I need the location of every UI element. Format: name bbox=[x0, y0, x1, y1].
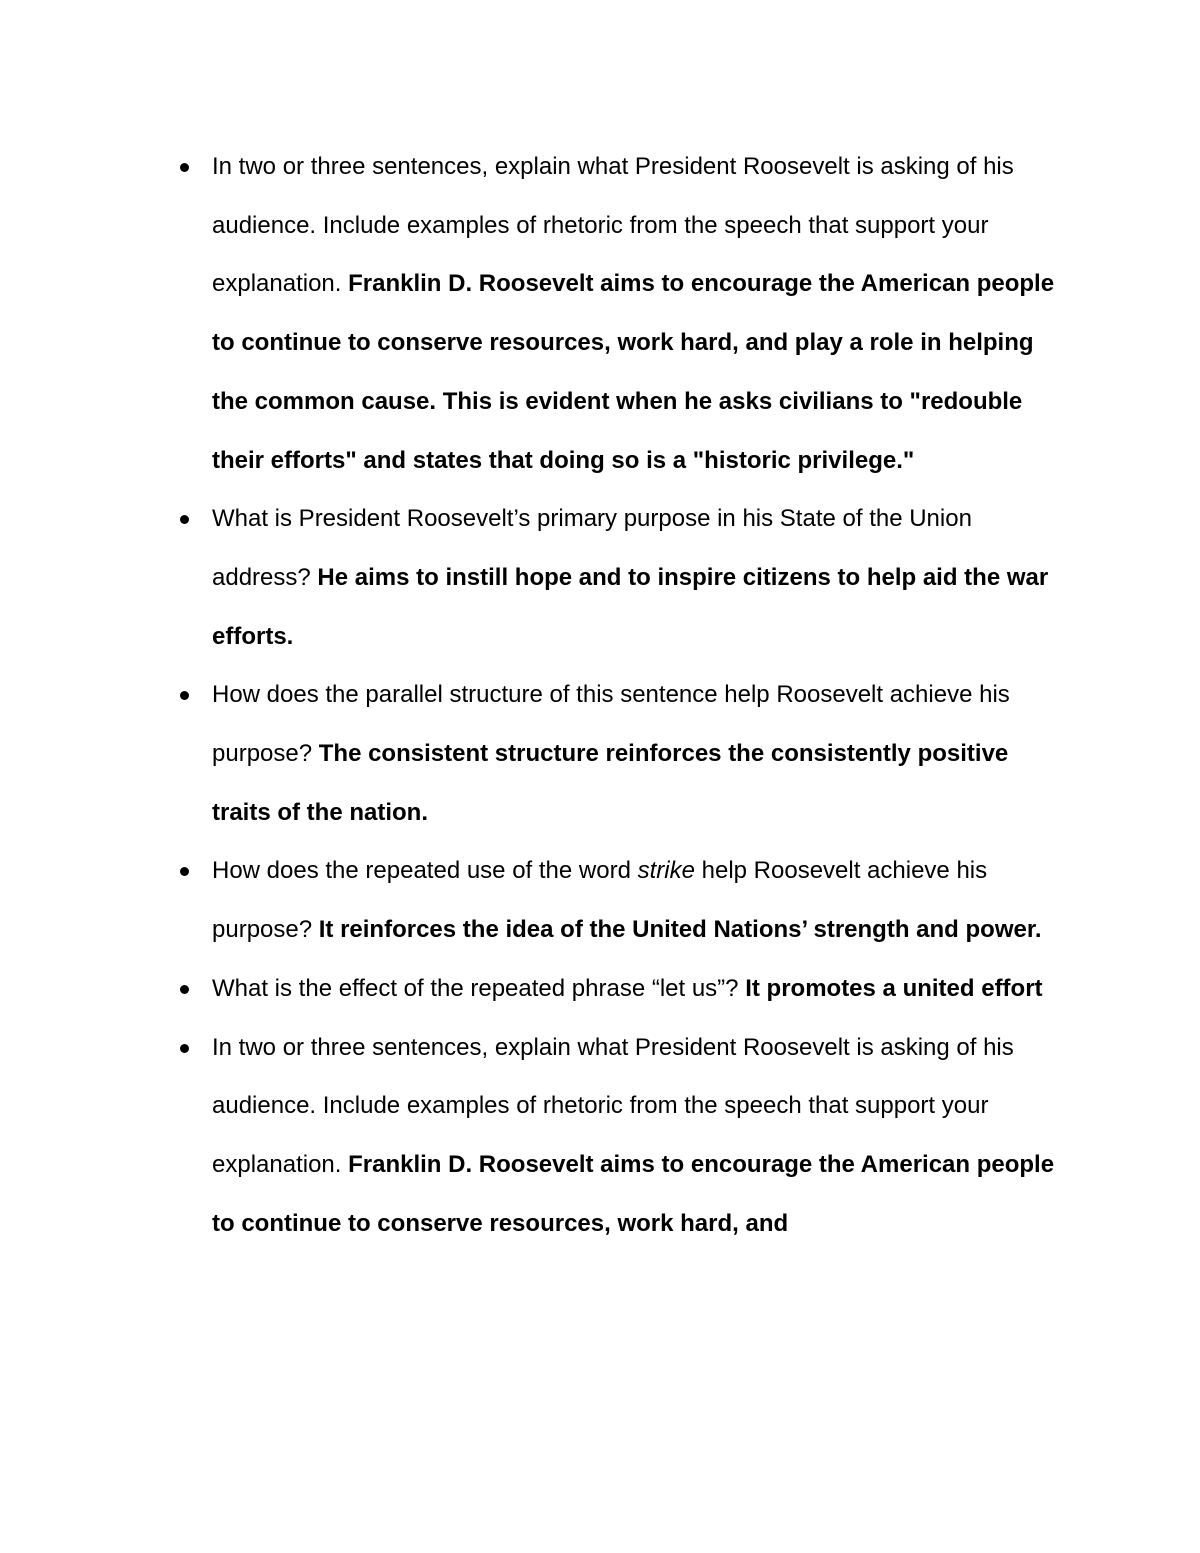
bullet-icon bbox=[180, 1044, 189, 1053]
bullet-icon bbox=[180, 163, 189, 172]
question-text-end: help Roosevelt achieve his purpose? bbox=[212, 857, 988, 944]
answer-text: Franklin D. Roosevelt aims to encourage the American people to continue to conserve resources, work hard, and bbox=[212, 1150, 1055, 1237]
answer-text: It promotes a united effort bbox=[745, 974, 1043, 1002]
question-text-start: How does the repeated use of the word bbox=[212, 857, 631, 885]
question-text: What is the effect of the repeated phrase “let us”? bbox=[212, 974, 739, 1002]
bullet-icon bbox=[180, 515, 189, 524]
question-text: What is President Roosevelt’s primary purpose in his State of the Union address? bbox=[212, 505, 972, 591]
question-list bbox=[212, 138, 1072, 1253]
bullet-icon bbox=[180, 985, 189, 994]
list-item bbox=[212, 1019, 1072, 1254]
question-text: In two or three sentences, explain what President Roosevelt is asking of his audience. Include examples of rhetoric from the speech that support your explanation. bbox=[212, 1033, 1014, 1178]
question-text: How does the parallel structure of this sentence help Roosevelt achieve his purpose? bbox=[212, 681, 1010, 768]
list-item bbox=[212, 842, 1072, 959]
answer-text: Franklin D. Roosevelt aims to encourage the American people to continue to conserve resources, work hard, and play a role in helping the common cause. This is evident when he asks civilians to "redouble their efforts" and states that doing so is a "historic privilege." bbox=[212, 270, 1055, 474]
answer-text: He aims to instill hope and to inspire citizens to help aid the war efforts. bbox=[212, 563, 1049, 650]
list-item bbox=[212, 960, 1072, 1019]
bullet-icon bbox=[180, 691, 189, 700]
list-item bbox=[212, 490, 1072, 666]
answer-text: It reinforces the idea of the United Nations’ strength and power. bbox=[318, 916, 1042, 944]
bullet-icon bbox=[180, 867, 189, 876]
list-item bbox=[212, 666, 1072, 842]
list-item bbox=[212, 138, 1072, 490]
question-text: In two or three sentences, explain what President Roosevelt is asking of his audience. Include examples of rhetoric from the speech that support your explanation. bbox=[212, 153, 1014, 298]
question-italic-word: strike bbox=[637, 857, 695, 885]
answer-text: The consistent structure reinforces the consistently positive traits of the nation. bbox=[212, 740, 1009, 826]
